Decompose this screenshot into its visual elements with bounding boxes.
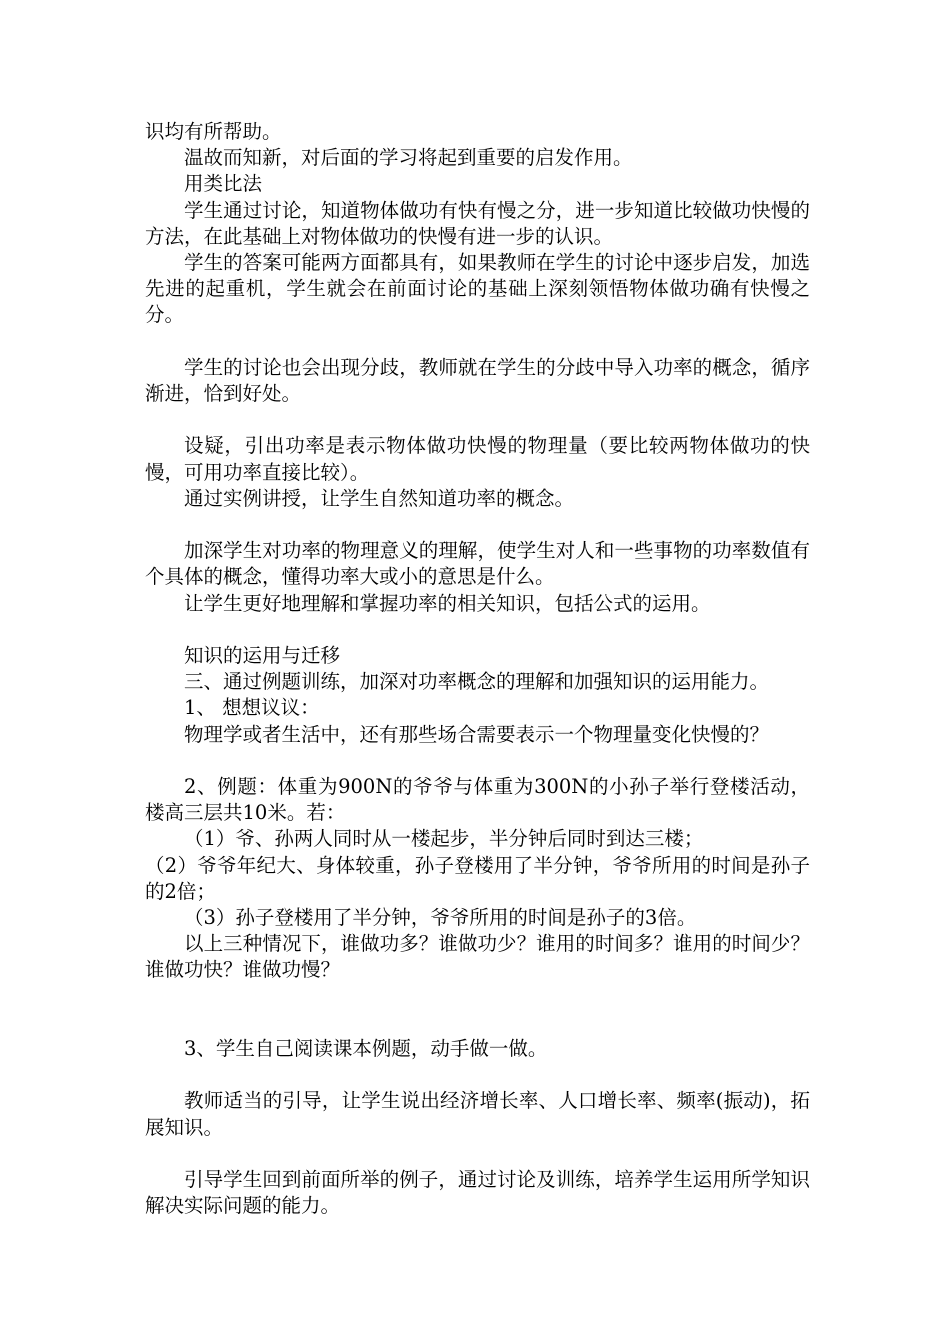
blank-line: [145, 1010, 810, 1036]
paragraph: 三、通过例题训练，加深对功率概念的理解和加强知识的运用能力。: [184, 670, 770, 694]
blank-line: [145, 329, 810, 355]
paragraph: （2）爷爷年纪大、身体较重，孙子登楼用了半分钟，爷爷所用的时间是孙子的2倍；: [145, 853, 810, 903]
paragraph: 3、学生自己阅读课本例题，动手做一做。: [184, 1037, 548, 1060]
paragraph: 加深学生对功率的物理意义的理解，使学生对人和一些事物的功率数值有个具体的概念，懂得功率大或小的意思是什么。: [145, 539, 810, 589]
paragraph: 2、例题：体重为900N的爷爷与体重为300N的小孙子举行登楼活动，楼高三层共10米。若：: [145, 775, 810, 825]
blank-line: [145, 1141, 810, 1167]
paragraph: 学生的讨论也会出现分歧，教师就在学生的分歧中导入功率的概念，循序渐进，恰到好处。: [145, 355, 810, 406]
paragraph: 学生的答案可能两方面都具有，如果教师在学生的讨论中逐步启发，加选先进的起重机，学生就会在前面讨论的基础上深刻领悟物体做功确有快慢之分。: [145, 251, 810, 327]
paragraph: 以上三种情况下，谁做功多？谁做功少？谁用的时间多？谁用的时间少？谁做功快？谁做功慢？: [145, 932, 810, 982]
blank-line: [145, 512, 810, 538]
paragraph: 教师适当的引导，让学生说出经济增长率、人口增长率、频率(振动)，拓展知识。: [145, 1089, 810, 1139]
document-body: [145, 119, 810, 1219]
paragraph: 用类比法: [184, 172, 263, 196]
paragraph: 知识的运用与迁移: [184, 644, 341, 667]
paragraph: 识均有所帮助。: [145, 120, 282, 143]
paragraph: 温故而知新，对后面的学习将起到重要的启发作用。: [184, 146, 633, 170]
paragraph: 设疑，引出功率是表示物体做功快慢的物理量（要比较两物体做功的快慢，可用功率直接比较）。: [145, 434, 810, 484]
paragraph: 引导学生回到前面所举的例子，通过讨论及训练，培养学生运用所学知识解决实际问题的能力。: [145, 1167, 810, 1218]
blank-line: [145, 617, 810, 643]
paragraph: 让学生更好地理解和掌握功率的相关知识，包括公式的运用。: [184, 591, 711, 615]
paragraph: 学生通过讨论，知道物体做功有快有慢之分，进一步知道比较做功快慢的方法，在此基础上对物体做功的快慢有进一步的认识。: [145, 198, 810, 248]
paragraph: （1）爷、孙两人同时从一楼起步，半分钟后同时到达三楼；: [184, 827, 704, 851]
paragraph: （3）孙子登楼用了半分钟，爷爷所用的时间是孙子的3倍。: [184, 906, 697, 930]
blank-line: [145, 1062, 810, 1088]
blank-line: [145, 984, 810, 1010]
paragraph: 通过实例讲授，让学生自然知道功率的概念。: [184, 486, 575, 510]
blank-line: [145, 748, 810, 774]
paragraph: 物理学或者生活中，还有那些场合需要表示一个物理量变化快慢的？: [184, 722, 770, 746]
paragraph: 1、 想想议议：: [184, 696, 320, 720]
blank-line: [145, 407, 810, 433]
